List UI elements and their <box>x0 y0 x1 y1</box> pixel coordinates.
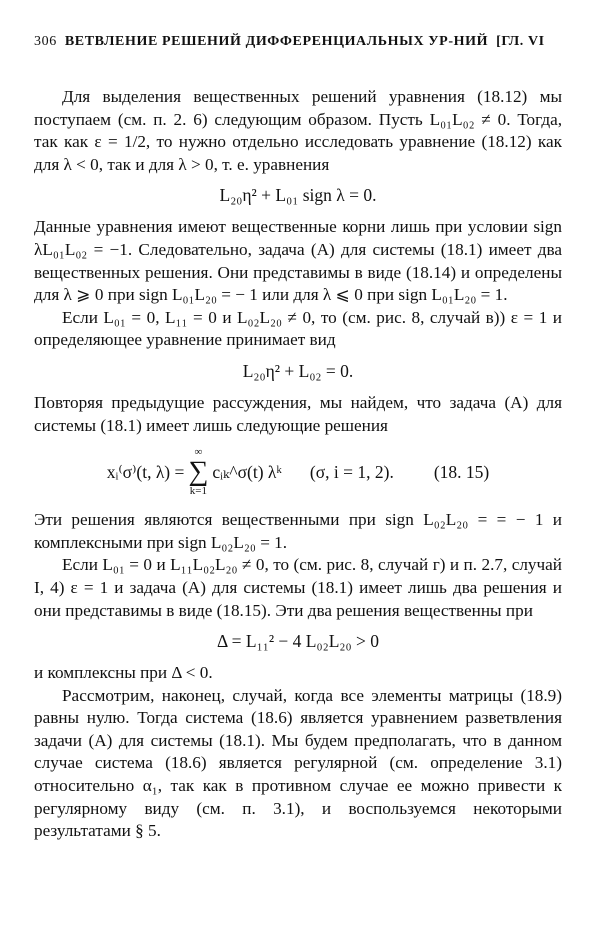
paragraph-2: Данные уравнения имеют вещественные корни лишь при условии sign λL₀₁L₀₂ = −1. Следовательно, задача (A) для системы (18.1) имеет два вещественных решения. Они представимы в виде (18.14) и определены для λ ⩾ 0 при sign L₀₁L₂₀ = − 1 или для λ ⩽ 0 при sign L₀₁L₂₀ = 1. <box>34 217 562 305</box>
paragraph-5: Эти решения являются вещественными при sign L₀₂L₂₀ = = − 1 и комплексными при sign L₀₂L₂₀ = 1. <box>34 510 562 552</box>
paragraph-1: Для выделения вещественных решений уравнения (18.12) мы поступаем (см. п. 2. 6) следующим образом. Пусть L₀₁L₀₂ ≠ 0. Тогда, так как ε = 1/2, то нужно отдельно исследовать уравнение (18.12) как для λ < 0, так и для λ > 0, т. е. уравнения <box>34 87 562 174</box>
formula-2: L₂₀η² + L₀₂ = 0. <box>242 360 354 381</box>
sum-upper-limit: ∞ <box>194 446 203 459</box>
equation-number: (18. 15) <box>433 461 490 482</box>
sum-sign: ∑ <box>188 456 209 488</box>
page <box>34 34 562 843</box>
formula-18-15-left: xᵢ⁽σ⁾(t, λ) = <box>106 461 185 482</box>
formula-1: L₂₀η² + L₀₁ sign λ = 0. <box>219 185 377 206</box>
formula-18-15-condition: (σ, i = 1, 2). <box>309 461 394 482</box>
paragraph-6: Если L₀₁ = 0 и L₁₁L₀₂L₂₀ ≠ 0, то (см. рис. 8, случай г) и п. 2.7, случай I, 4) ε = 1 и задача (A) для системы (18.1) имеет лишь два решения и они представимы в виде (18.15). Эти два решения вещественны при <box>34 555 562 620</box>
page-number: 306 <box>34 34 57 49</box>
formula-delta: Δ = L₁₁² − 4 L₀₂L₂₀ > 0 <box>217 631 379 652</box>
sum-lower-limit: k=1 <box>189 485 207 498</box>
formula-18-15 <box>34 447 562 497</box>
chapter-label: [ГЛ. VI <box>496 34 545 49</box>
formula-18-15-right: cᵢₖ^σ(t) λᵏ <box>212 461 282 482</box>
running-title: ВЕТВЛЕНИЕ РЕШЕНИЙ ДИФФЕРЕНЦИАЛЬНЫХ УР-НИЙ <box>64 34 489 49</box>
paragraph-3: Если L₀₁ = 0, L₁₁ = 0 и L₀₂L₂₀ ≠ 0, то (см. рис. 8, случай в)) ε = 1 и определяющее уравнение принимает вид <box>34 307 562 350</box>
paragraph-4: Повторяя предыдущие рассуждения, мы найдем, что задача (A) для системы (18.1) имеет лишь следующие решения <box>34 392 562 435</box>
paragraph-8: Рассмотрим, наконец, случай, когда все элементы матрицы (18.9) равны нулю. Тогда система (18.6) является уравнением разветвления задачи (A) для системы (18.1). Мы будем предполагать, что в данном случае система (18.6) является регулярной (см. определение 3.1) относительно α₁, так как в противном случае ее можно привести к регулярному виду (см. п. 3.1), и воспользуемся некоторыми результатами § 5. <box>34 685 562 841</box>
sum-operator <box>188 447 208 497</box>
running-header <box>34 34 562 50</box>
paragraph-7: и комплексны при Δ < 0. <box>34 663 213 683</box>
